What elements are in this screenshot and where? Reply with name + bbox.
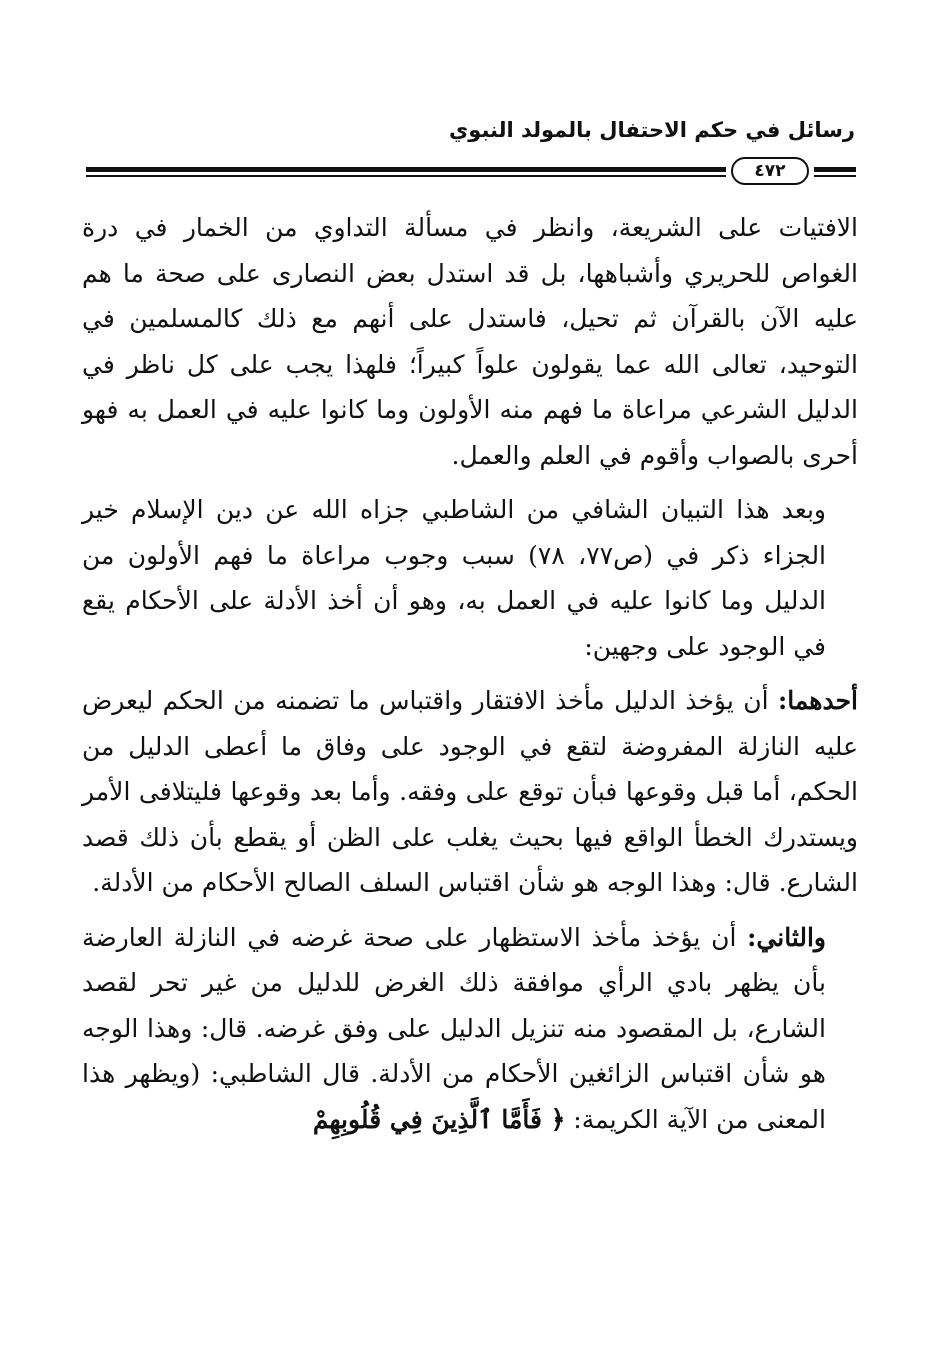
paragraph-1: الافتيات على الشريعة، وانظر في مسألة التداوي من الخمار في درة الغواص للحريري وأشباهها، بل قد استدل بعض النصارى على صحة ما هم عليه الآن بالقرآن ثم تحيل، فاستدل على أنهم مع ذلك كالمسلمين في التوحيد، تعالى الله عما يقولون علواً كبيراً؛ فلهذا يجب على كل ناظر في الدليل الشرعي مراعاة ما فهم منه الأولون وما كانوا عليه في العمل به فهو أحرى بالصواب وأقوم في العلم والعمل. [82,213,858,470]
quran-verse: ﴿ فَأَمَّا ٱلَّذِينَ فِي قُلُوبِهِمْ [312,1104,566,1134]
paragraph-3-text: أن يؤخذ الدليل مأخذ الافتقار واقتباس ما تضمنه من الحكم ليعرض عليه النازلة المفروضة لتقع في الوجود على وفاق ما أعطى الدليل من الحكم، أما قبل وقوعها فبأن توقع على وفقه. وأما بعد وقوعها فليتلافى الأمر ويستدرك الخطأ الواقع فيها بحيث يغلب على الظن أو يقطع بأن ذلك قصد الشارع. قال: وهذا الوجه هو شأن اقتباس السلف الصالح الأحكام من الأدلة. [82,686,858,897]
paragraph-4 [82,915,858,1143]
paragraph-4-text: أن يؤخذ مأخذ الاستظهار على صحة غرضه في النازلة العارضة بأن يظهر بادي الرأي موافقة ذلك الغرض للدليل من غير تحر لقصد الشارع، بل المقصود منه تنزيل الدليل على وفق غرضه. قال: وهذا الوجه هو شأن اقتباس الزائغين الأحكام من الأدلة. قال الشاطبي: (ويظهر هذا المعنى من الآية الكريمة: [82,922,826,1134]
paragraph-3 [82,678,858,906]
header-rule [86,157,856,189]
paragraph-4-lead: والثاني: [747,922,826,952]
book-title: رسائل في حكم الاحتفال بالمولد النبوي [449,118,855,142]
header-rule-end-thick [814,167,856,172]
page-number: ٤٧٢ [731,157,809,185]
header-rule-thin-line [86,175,726,177]
paragraph-3-lead: أحدهما: [777,686,858,715]
paragraph-2: وبعد هذا التبيان الشافي من الشاطبي جزاه الله عن دين الإسلام خير الجزاء ذكر في (ص٧٧، ٧٨) سبب وجوب مراعاة ما فهم الأولون من الدليل وما كانوا عليه في العمل به، وهو أن أخذ الأدلة على الأحكام يقع في الوجود على وجهين: [82,495,827,661]
header-rule-end-thin [814,175,856,177]
running-header [80,118,855,158]
header-rule-thick-line [86,167,726,172]
page-body [82,205,858,1151]
